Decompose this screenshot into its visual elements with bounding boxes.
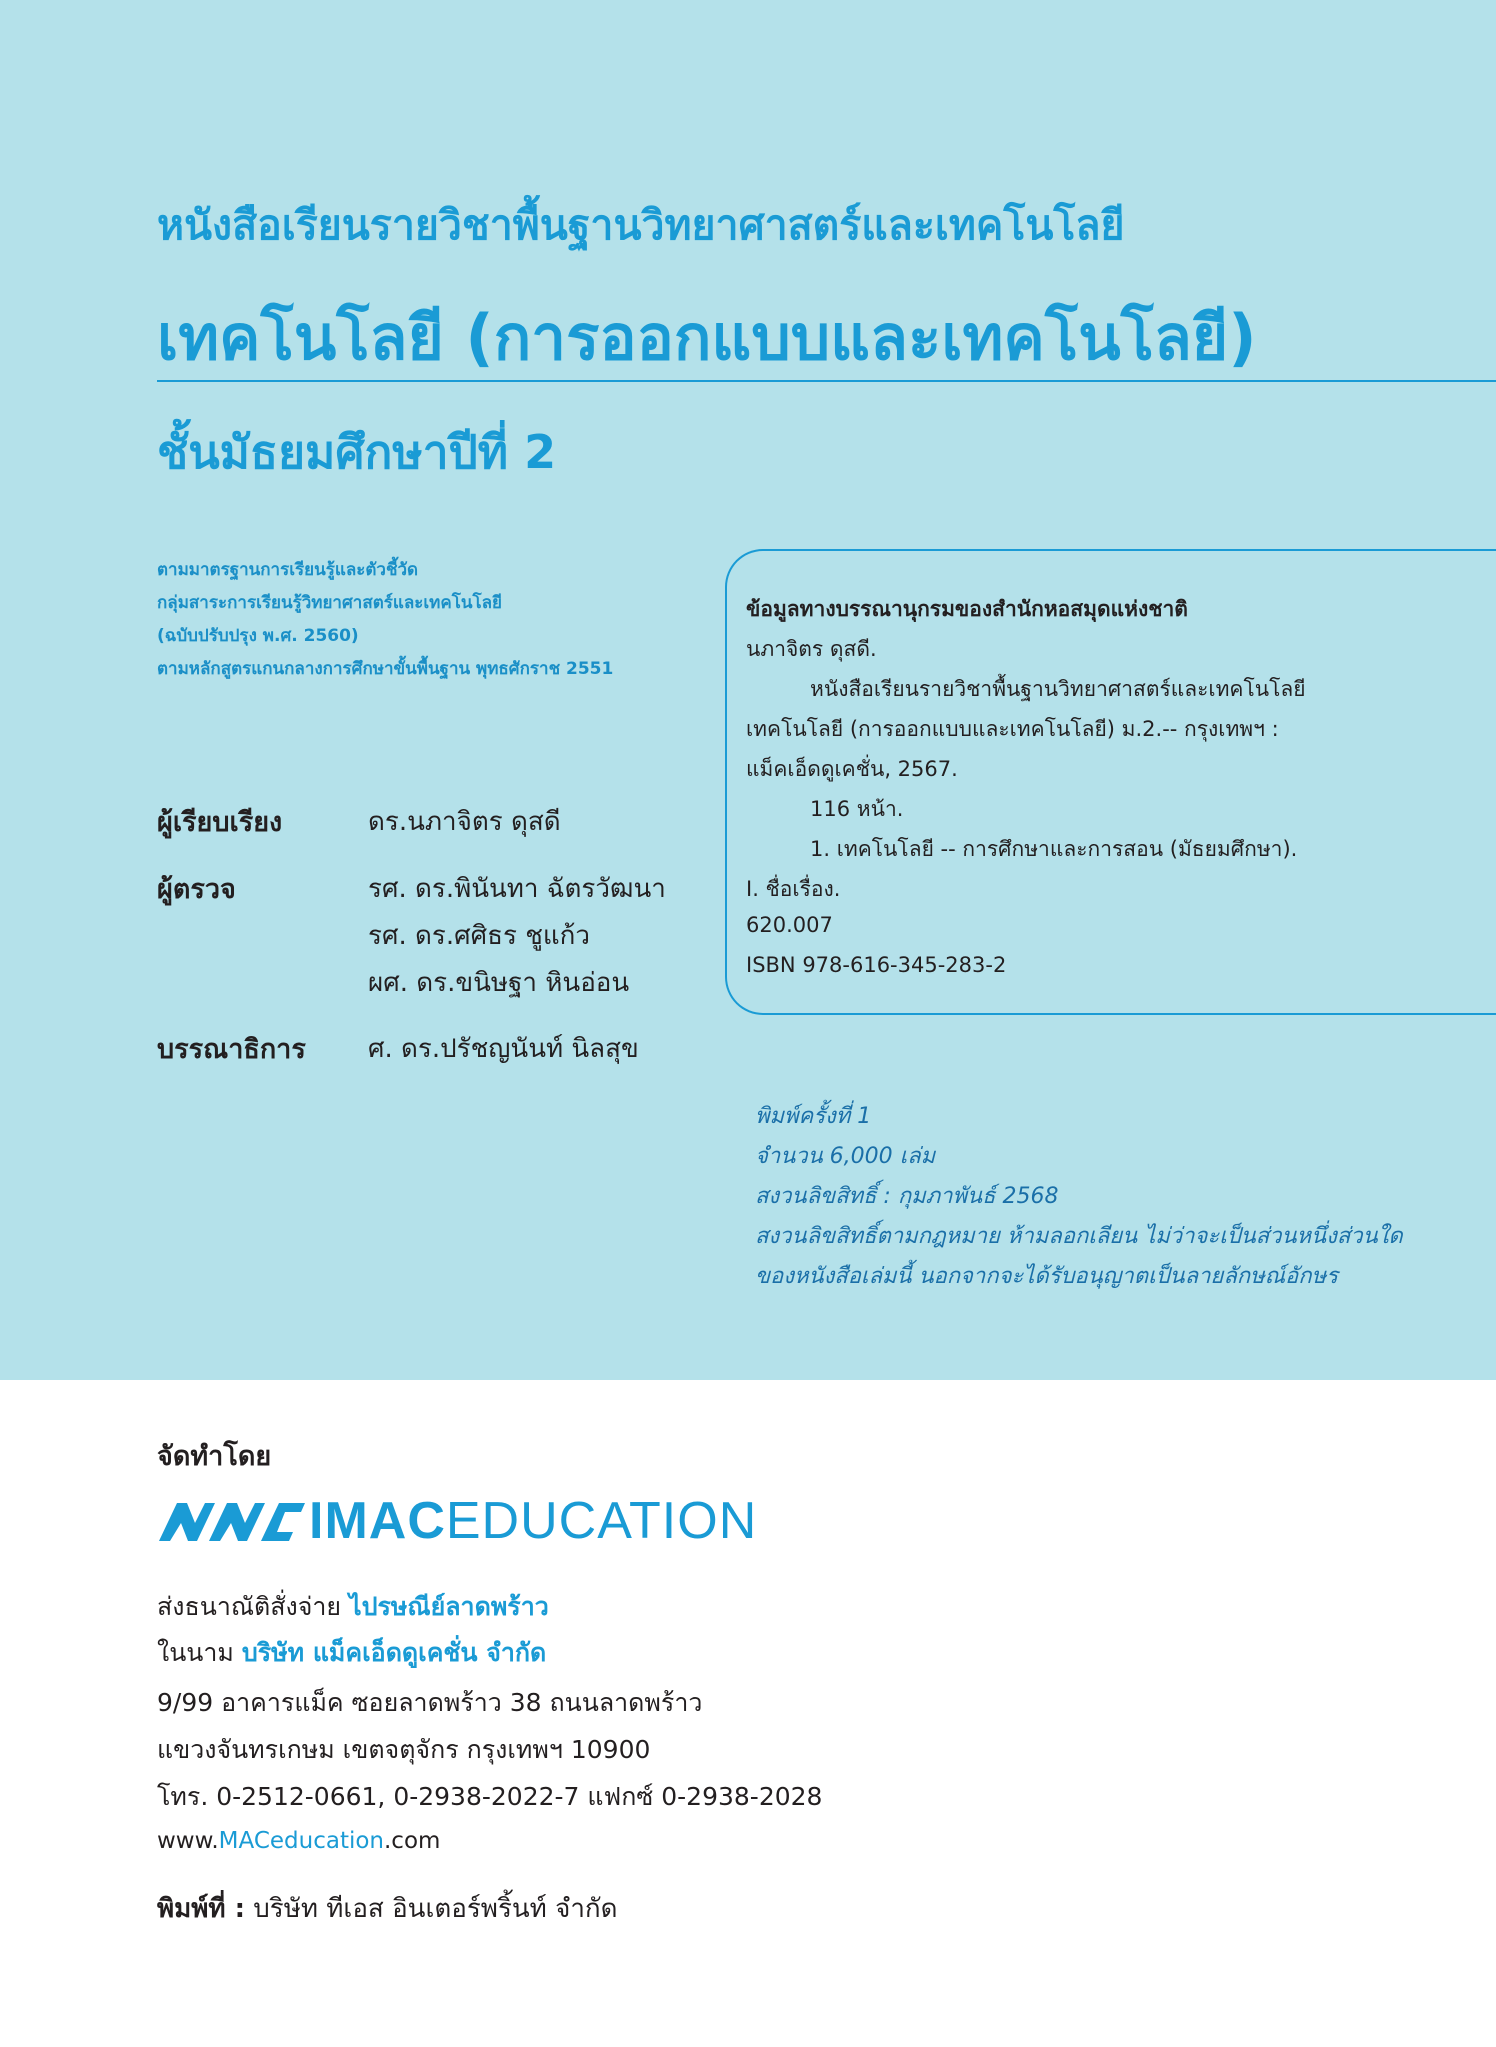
standard-line: กลุ่มสาระการเรียนรู้วิทยาศาสตร์และเทคโนโลยี	[157, 593, 503, 613]
print-quantity: จำนวน 6,000 เล่ม	[755, 1144, 936, 1169]
reviewer-name: รศ. ดร.ศศิธร ชูแก้ว	[368, 921, 590, 951]
phone-line: โทร. 0-2512-0661, 0-2938-2022-7 แฟกซ์ 0-2938-2028	[157, 1782, 823, 1811]
standard-line: ตามหลักสูตรแกนกลางการศึกษาขั้นพื้นฐาน พุทธศักราช 2551	[157, 659, 614, 679]
payee-prefix: ในนาม	[157, 1638, 234, 1667]
standard-line: (ฉบับปรับปรุง พ.ศ. 2560)	[157, 626, 359, 646]
address-line: แขวงจันทรเกษม เขตจตุจักร กรุงเทพฯ 10900	[157, 1735, 651, 1764]
logo-education-text: EDUCATION	[445, 1492, 758, 1550]
money-order-prefix: ส่งธนาณัติสั่งจ่าย	[157, 1592, 342, 1621]
cip-line: 116 หน้า.	[810, 797, 904, 821]
book-title: เทคโนโลยี (การออกแบบและเทคโนโลยี)	[157, 301, 1257, 374]
cip-line: หนังสือเรียนรายวิชาพื้นฐานวิทยาศาสตร์และเทคโนโลยี	[810, 677, 1306, 701]
title-divider	[157, 380, 1496, 382]
cip-line: 1. เทคโนโลยี -- การศึกษาและการสอน (มัธยมศึกษา).	[810, 837, 1298, 861]
web-name: MACeducation	[218, 1828, 384, 1854]
copyright-notice: ของหนังสือเล่มนี้ นอกจากจะได้รับอนุญาตเป็นลายลักษณ์อักษร	[755, 1264, 1338, 1289]
copyright-date: สงวนลิขสิทธิ์ : กุมภาพันธ์ 2568	[755, 1184, 1059, 1209]
cip-heading: ข้อมูลทางบรรณานุกรมของสำนักหอสมุดแห่งชาติ	[746, 597, 1188, 621]
author-label: ผู้เรียบเรียง	[157, 807, 283, 838]
printer-label: พิมพ์ที่ :	[157, 1894, 246, 1924]
money-order-line	[157, 1587, 549, 1627]
reviewer-name: ผศ. ดร.ขนิษฐา หินอ่อน	[368, 968, 630, 998]
cip-line: เทคโนโลยี (การออกแบบและเทคโนโลยี) ม.2.-- กรุงเทพฯ :	[746, 717, 1279, 741]
reviewer-name: รศ. ดร.พินันทา ฉัตรวัฒนา	[368, 874, 666, 904]
copyright-notice: สงวนลิขสิทธิ์ตามกฎหมาย ห้ามลอกเลียน ไม่ว่าจะเป็นส่วนหนึ่งส่วนใด	[755, 1224, 1403, 1249]
address-line: 9/99 อาคารแม็ค ซอยลาดพร้าว 38 ถนนลาดพร้าว	[157, 1688, 703, 1717]
logo-wordmark	[309, 1491, 757, 1551]
standard-line: ตามมาตรฐานการเรียนรู้และตัวชี้วัด	[157, 560, 419, 580]
author-name: ดร.นภาจิตร ดุสดี	[368, 807, 561, 837]
payee-name: บริษัท แม็คเอ็ดดูเคชั่น จำกัด	[241, 1638, 547, 1667]
editor-name: ศ. ดร.ปรัชญนันท์ นิลสุข	[368, 1034, 639, 1064]
reviewer-label: ผู้ตรวจ	[157, 874, 236, 905]
print-edition: พิมพ์ครั้งที่ 1	[755, 1104, 872, 1129]
mac-education-logo[interactable]	[157, 1492, 797, 1557]
cip-line: I. ชื่อเรื่อง.	[746, 877, 841, 901]
editor-label: บรรณาธิการ	[157, 1034, 306, 1065]
printer-line	[157, 1888, 618, 1929]
cip-line: นภาจิตร ดุสดี.	[746, 637, 877, 661]
web-prefix: www.	[157, 1828, 219, 1854]
logo-imac-text: IMAC	[309, 1492, 446, 1550]
web-suffix: .com	[384, 1828, 441, 1854]
payee-line	[157, 1633, 546, 1673]
cip-isbn: ISBN 978-616-345-283-2	[746, 953, 1007, 977]
series-title: หนังสือเรียนรายวิชาพื้นฐานวิทยาศาสตร์และเทคโนโลยี	[157, 201, 1125, 249]
grade-level: ชั้นมัธยมศึกษาปีที่ 2	[157, 425, 557, 479]
mac-logo-icon	[157, 1497, 307, 1547]
cip-line: 620.007	[746, 913, 833, 937]
cip-line: แม็คเอ็ดดูเคชั่น, 2567.	[746, 757, 958, 781]
money-order-office: ไปรษณีย์ลาดพร้าว	[349, 1592, 549, 1621]
website-link[interactable]	[157, 1828, 440, 1854]
made-by-label: จัดทำโดย	[157, 1441, 272, 1472]
printer-name: บริษัท ทีเอส อินเตอร์พริ้นท์ จำกัด	[245, 1894, 618, 1924]
